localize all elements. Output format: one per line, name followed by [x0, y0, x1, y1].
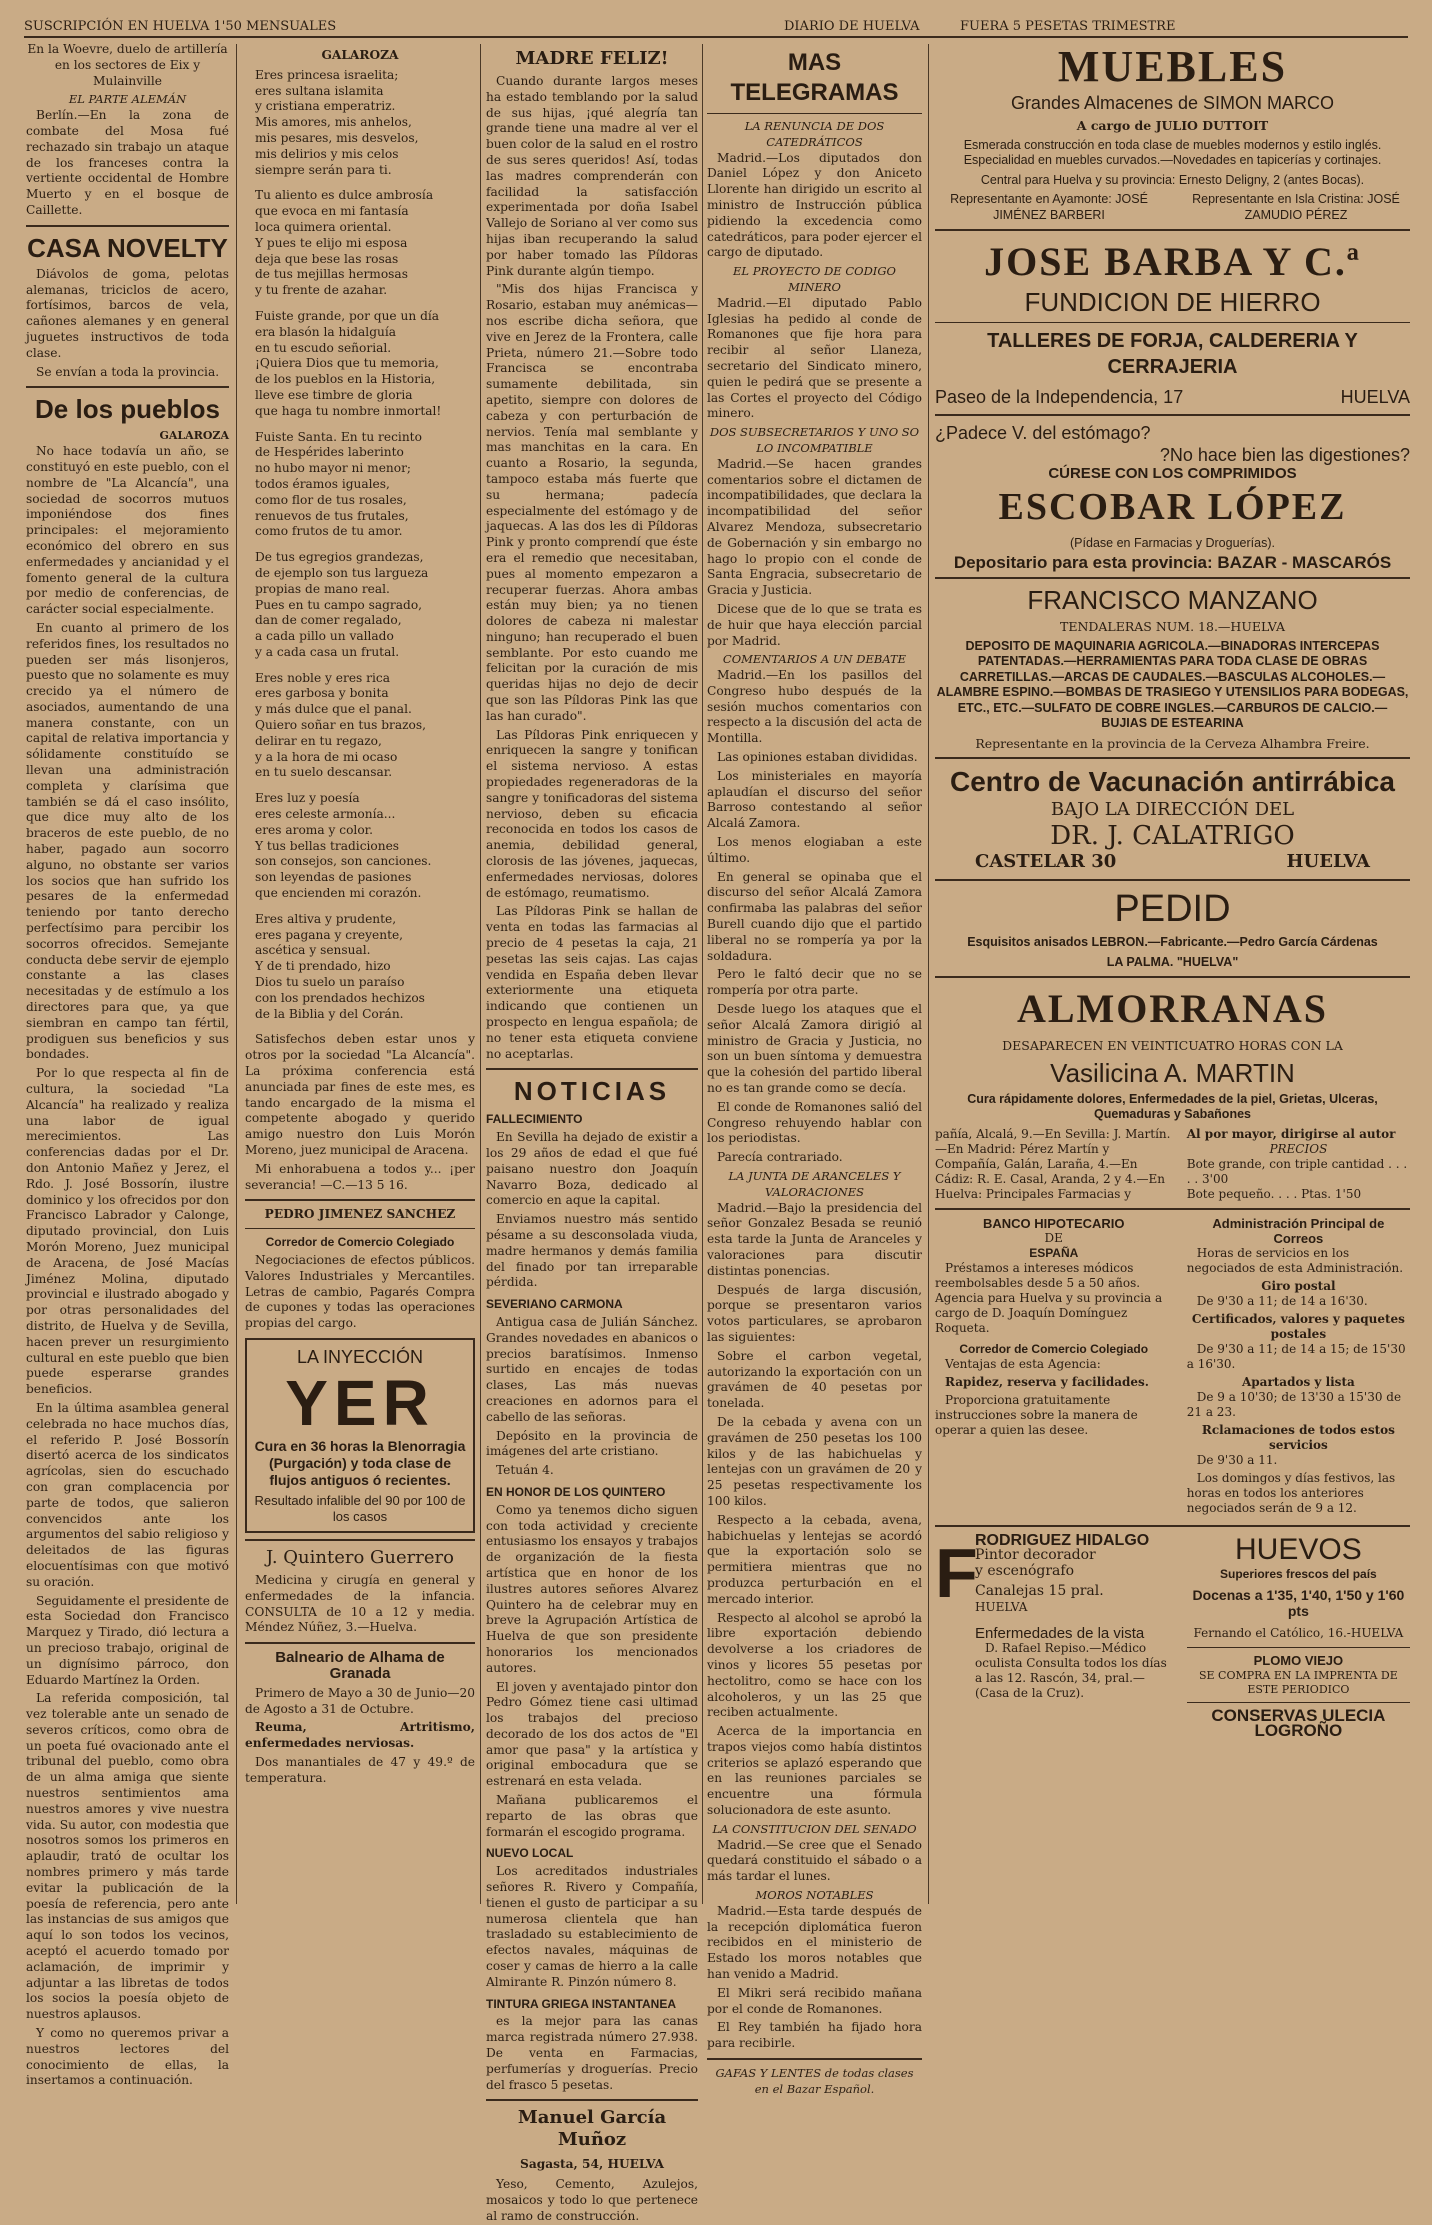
muebles-cargo: A cargo de JULIO DUTTOIT — [1076, 118, 1269, 133]
correos-title: Administración Principal de Correos — [1212, 1215, 1385, 1246]
rodriguez-city: HUELVA — [975, 1599, 1028, 1614]
escobar-note: (Pídase en Farmacias y Droguerías). — [1070, 535, 1275, 550]
war-parte: EL PARTE ALEMÁN — [68, 92, 187, 107]
telegram-text: Pero le faltó decir que no se rompería por otra parte. — [707, 967, 922, 998]
poem-closing: Satisfechos deben estar unos y otros por la sociedad "La Alcancía". La próxima conferencia está anunciada par fines de este mes, es tando encargado de la misma el competente abogado y querido amigo nuestro don Luis Morón Moreno, juez municipal de Aracena. — [245, 1032, 475, 1157]
almorranas-title: ALMORRANAS — [1016, 986, 1329, 1032]
telegram-head: EL PROYECTO DE CODIGO MINERO — [733, 264, 896, 294]
telegram-text: El Rey también ha fijado hora para recibirle. — [707, 2020, 922, 2051]
jimenez-text: Negociaciones de efectos públicos. Valores Industriales y Mercantiles. Letras de cambio, Pagarés Compra de cupones y todas las operaciones propias del cargo. — [245, 1252, 475, 1331]
article-paragraph: En cuanto al primero de los referidos fines, los resultados no pueden ser más lisonjeros, puesto que no solamente es muy crecido ya el número de asociados, aumentando de una manera constante, con un capital de relativa importancia y sólidamente constituído se llevan una administración completa y clarísima que también se dá el caso insólito, que dice muy alto de los braceros de este pueblo, de no haber, pagado aun socorro alguno, no obstante ser varios los socios que han sufrido los pesares de la enfermedad teniendo por tanto derecho perfectísimo para percibir los socorros ofrecidos. Semejante conducta debe servir de ejemplo constante a las clases necesitadas y de estímulo a los directores para que, ya que siembran en campo tan fértil, prodiguen sus beneficios y sus bondades. — [26, 620, 229, 1062]
poem — [245, 68, 475, 1023]
telegram-text: Parecía contrariado. — [717, 1150, 843, 1165]
conservas-ad: CONSERVAS ULECIA LOGROÑO — [1211, 1705, 1386, 1741]
pueblos-title: De los pueblos — [35, 394, 220, 425]
alhama-title: Balneario de Alhama de Granada — [275, 1649, 445, 1682]
telegram-text: De la cebada y avena con un gravámen de 250 pesetas los 100 kilos y de las habichuelas y lentejas con un gravámen de 20 y 25 pesetas respectivamente los 100 kilos. — [707, 1414, 922, 1508]
article-paragraph: El joven y aventajado pintor don Pedro Gómez tiene casi ultimad los trabajos del precioso decorado de los dos actos de "El amor que pasa" y la artística y original embocadura que se estrenará en esta velada. — [486, 1679, 698, 1789]
poem-stanza: De tus egregios grandezas, de ejemplo son tus largueza propias de mano real. Pues en tu campo sagrado, dan de comer regalado, a cada pillo un vallado y a cada casa un frutal. — [255, 550, 429, 659]
escobar-q2: ?No hace bien las digestiones? — [1159, 445, 1410, 465]
escobar-q1: ¿Padece V. del estómago? — [935, 423, 1151, 443]
correos-text: Horas de servicios en los negociados de esta Administración. — [1186, 1245, 1404, 1275]
rodriguez-trade-2: y escenógrafo — [975, 1563, 1075, 1580]
rodriguez-trade-1: Pintor decorador — [975, 1547, 1096, 1564]
correos-reclamaciones: Rclamaciones de todos estos servicios — [1201, 1422, 1395, 1452]
correos-apartados: Apartados y lista — [1241, 1374, 1355, 1389]
poem-closing-2: Mi enhorabuena a todos y... ¡per severancia! —C.—13 5 16. — [245, 1161, 475, 1192]
telegram-text: Madrid.—Esta tarde después de la recepción diplomática fueron recibidos en el ministerio de Estado los moros notables que han venido a Madrid. — [707, 1903, 922, 1982]
correos-reclamaciones-hours: De 9'30 a 11. — [1196, 1452, 1278, 1467]
quintero-name: J. Quintero Guerrero — [266, 1546, 454, 1568]
header-subscription: SUSCRIPCIÓN EN HUELVA 1'50 MENSUALES — [24, 19, 337, 34]
huevos-price: Docenas a 1'35, 1'40, 1'50 y 1'60 pts — [1192, 1587, 1405, 1620]
correos-giro: Giro postal — [1261, 1278, 1336, 1293]
huevos-sub: Superiores frescos del país — [1220, 1566, 1377, 1581]
telegram-text: En general se opinaba que el discurso del señor Alcalá Zamora confirmaba las palabras del señor Burell cuando dijo que el partido liberal no se rompería ya por la soldadura. — [707, 869, 922, 963]
article-paragraph: Seguidamente el presidente de esta Sociedad don Francisco Marquez y Tirado, dió lectura a un precioso trabajo, original de un dignísimo párroco, don Eduardo Martínez la Orden. — [26, 1593, 229, 1687]
telegram-head: MOROS NOTABLES — [755, 1888, 874, 1903]
telegram-text: Los menos elogiaban a este último. — [707, 835, 922, 865]
article-paragraph: La referida composición, tal vez tolerable ante un senado de severos críticos, como obra de un poeta fué ovacionado ante el tribunal del pueblo, como obra de un alma amiga que siente nuestros sentimientos ama nuestros amores y vive nuestra vida. Su autor, con modestia que nosotros somos los primeros en aplaudir, trató de ocultar los nombres primero y más tarde evitar la publicación de la poesía de referencia, pero ante las instancias de sus amigos que aquí lo son todos los vecinos, aceptó el acuerdo tomado por aclamación, de imprimir y adjuntar a las libretas de todos los socios la poesía objeto de nuestros aplausos. — [26, 1691, 229, 2022]
telegram-text: Madrid.—Se cree que el Senado quedará constituido el sábado o a más tardar el lunes. — [707, 1837, 922, 1884]
pedid-place: LA PALMA. "HUELVA" — [1106, 954, 1239, 969]
escobar-name: ESCOBAR LÓPEZ — [998, 485, 1347, 528]
tintura-head: TINTURA GRIEGA INSTANTANEA — [486, 1996, 676, 2011]
munoz-name: Manuel García Muñoz — [517, 2107, 667, 2151]
muebles-central: Central para Huelva y su provincia: Ernesto Deligny, 2 (antes Bocas). — [980, 172, 1365, 187]
novelty-text: Diávolos de goma, pelotas alemanas, triciclos de acero, fortísimos, barcos de vela, cañones alemanes y en general juguetes instructivos de toda clase. — [26, 266, 229, 360]
huevos-title: HUEVOS — [1235, 1532, 1362, 1566]
article-paragraph: En Sevilla ha dejado de existir a los 29 años de edad el que fué paisano nuestro don Joaquín Navarro Boza, dedicado al comercio en aque la capital. — [486, 1130, 698, 1208]
novelty-title: CASA NOVELTY — [27, 232, 228, 263]
telegram-text: El conde de Romanones salió del Congreso rehuyendo hablar con los periodistas. — [707, 1099, 922, 1146]
telegram-text: Madrid.—Se hacen grandes comentarios sobre el dictamen de incompatibilidades, que declara la incompatibilidad del señor Alvarez Mendoza, subsecretario de Gobernación y sin embargo no hago lo propio con el conde de Santa Engracia, subsecretario de Gracia y Justicia. — [707, 456, 922, 598]
telegram-text: Respecto a la cebada, avena, habichuelas y lentejas se acordó que la exportación solo se permitiera mientras que no produzca perturbación en el mercado interior. — [707, 1512, 922, 1606]
telegramas-title: MAS TELEGRAMAS — [730, 49, 899, 106]
almorranas-left: pañía, Alcalá, 9.—En Sevilla: J. Martín.—En Madrid: Pérez Martín y Compañía, Galán, Laraña, 4.—En Cádiz: R. E. Casal, Aranda, 2 y 4.—En Huelva: Principales Farmacias y — [935, 1126, 1171, 1201]
plomo-text: SE COMPRA EN LA IMPRENTA DE ESTE PERIODICO — [1198, 1668, 1398, 1696]
telegram-head: DOS SUBSECRETARIOS Y UNO SO LO INCOMPATIBLE — [709, 425, 920, 455]
correos-cert: Certificados, valores y paquetes postales — [1191, 1311, 1405, 1341]
quintero-text: Medicina y cirugía en general y enfermedades de la infancia. CONSULTA de 10 a 12 y media. Méndez Núñez, 3.—Huelva. — [245, 1572, 475, 1635]
article-paragraph: Y como no queremos privar a nuestros lectores del conocimiento de ellas, la insertamos a continuación. — [26, 2026, 229, 2088]
yer-text: Cura en 36 horas la Blenorragia (Purgación) y toda clase de flujos antiguos ó recientes. — [254, 1437, 466, 1488]
barba-sub: FUNDICION DE HIERRO — [1024, 287, 1321, 317]
munoz-text: Yeso, Cemento, Azulejos, mosaicos y todo lo que pertenece al ramo de construcción. — [486, 2177, 698, 2223]
column-3 — [486, 42, 698, 2223]
almorranas-sub: DESAPARECEN EN VEINTICUATRO HORAS CON LA — [1002, 1038, 1343, 1054]
jimenez-sub: Corredor de Comercio Colegiado — [265, 1235, 455, 1250]
telegram-text: El Mikri será recibido mañana por el conde de Romanones. — [707, 1985, 922, 2016]
almorranas-price-1: Bote grande, con triple cantidad . . . . . 3'00 — [1186, 1156, 1408, 1186]
telegram-head: LA CONSTITUCION DEL SENADO — [712, 1821, 917, 1836]
column-rule — [236, 44, 237, 1904]
yer-result: Resultado infalible del 90 por 100 de los casos — [254, 1492, 466, 1524]
vacunacion-dr: DR. J. CALATRIGO — [1050, 821, 1295, 852]
telegram-text: Acerca de la importancia en trapos viejos como había distintos criterios se aplazó esperando que en las reuniones parciales se encuentre una fórmula solucionadora de este asunto. — [707, 1724, 922, 1818]
poem-stanza: Eres luz y poesía eres celeste armonía... eres aroma y color. Y tus bellas tradiciones son consejos, son canciones. son leyendas de pasiones que encienden mi corazón. — [255, 791, 432, 901]
yer-ad — [245, 1338, 475, 1533]
column-rule — [480, 44, 481, 1904]
telegram-text: Madrid.—Bajo la presidencia del señor Gonzalez Besada se reunió esta tarde la Junta de Aranceles y valoraciones para discutir distintas ponencias. — [707, 1200, 922, 1278]
correos-cert-hours: De 9'30 a 11; de 14 a 15; de 15'30 a 16'30. — [1186, 1341, 1406, 1371]
almorranas-precios: PRECIOS — [1269, 1141, 1328, 1156]
escobar-cure: CÚRESE CON LOS COMPRIMIDOS — [1048, 465, 1297, 482]
muebles-rep-right: Representante en Isla Cristina: JOSÉ ZAMUDIO PÉREZ — [1192, 192, 1400, 222]
correos-domingos: Los domingos y días festivos, las horas en todos los anteriores negociados serán de 9 a 12. — [1186, 1470, 1396, 1515]
poem-stanza: Eres altiva y prudente, eres pagana y creyente, ascética y sensual. Y de ti prendado, hizo Dios tu suelo un paraíso con los prendados hechizos de la Biblia y del Corán. — [255, 911, 425, 1021]
fallecimiento-head: FALLECIMIENTO — [486, 1112, 583, 1127]
poem-stanza: Fuiste grande, por que un día era blasón la hidalguía en tu escudo señorial. ¡Quiera Dios que tu memoria, de los pueblos en la Historia, lleve ese timbre de gloria que haga tu nombre inmortal! — [255, 308, 442, 418]
pedid-title: PEDID — [1114, 888, 1231, 931]
muebles-sub: Grandes Almacenes de SIMON MARCO — [1010, 93, 1335, 113]
column-1 — [26, 42, 229, 2088]
poem-stanza: Tu aliento es dulce ambrosía que evoca en mi fantasía loca quimera oriental. Y pues te elijo mi esposa deja que bese las rosas de tus mejillas hermosas y tu frente de azahar. — [255, 188, 434, 298]
correos-apartados-hours: De 9 a 10'30; de 13'30 a 15'30 de 21 a 23. — [1186, 1389, 1402, 1419]
poem-place: GALAROZA — [321, 48, 399, 62]
novelty-text-2: Se envían a toda la provincia. — [36, 364, 220, 379]
alhama-text: Primero de Mayo a 30 de Junio—20 de Agosto a 31 de Octubre. — [245, 1685, 475, 1716]
muebles-title: MUEBLES — [1057, 42, 1288, 91]
vista-title: Enfermedades de la vista — [975, 1624, 1145, 1642]
telegram-text: Sobre el carbon vegetal, autorizando la exportación con un gravámen de 40 pesetas por tonelada. — [707, 1348, 922, 1411]
manzano-text: DEPOSITO DE MAQUINARIA AGRICOLA.—BINADORAS INTERCEPAS PATENTADAS.—HERRAMIENTAS PARA TODA CLASE DE OBRAS CARRETILLAS.—ARCAS DE CAUDALES.—BASCULAS ALCOHOLES.—ALAMBRE ESPINO.—BOMBAS DE TRASIEGO Y UTENSILIOS PARA BODEGAS, ETC., ETC.—SULFATO DE COBRE INGLES.—CARBUROS DE CALCIO.—BUJIAS DE ESTEARINA — [936, 638, 1409, 731]
header-masthead: DIARIO DE HUELVA — [784, 19, 920, 34]
article-paragraph: Por lo que respecta al fin de cultura, la sociedad "La Alcancía" ha realizado y realiza una labor de igual merecimientos. Las conferencias dadas por el Dr. don Antonio Mañez y Jerez, el Rdo. J. José Bossorín, ilustre dominico y los ofrecidos por don Francisco Labrador y Calonge, diputado provincial, don Luis Morón Moreno, Juez municipal de Aracena, de José Macías Jiménez Molina, diputado provincial e ilustrado abogado y por otras personalidades del distrito, de Huelva y de Sevilla, hacen prever un resurgimiento cultural en este pueblo que bien puede esperarse grandes beneficios. — [26, 1066, 229, 1397]
almorranas-price-2: Bote pequeño. . . . Ptas. 1'50 — [1186, 1186, 1362, 1201]
pueblos-place: GALAROZA — [159, 429, 229, 443]
huevos-addr: Fernando el Católico, 16.-HUELVA — [1193, 1625, 1404, 1640]
correos-giro-hours: De 9'30 a 11; de 14 a 16'30. — [1196, 1293, 1368, 1308]
ads-column — [935, 42, 1410, 1912]
telegram-head: LA JUNTA DE ARANCELES Y VALORACIONES — [728, 1169, 901, 1199]
column-4 — [707, 42, 922, 2096]
telegram-text: Madrid.—En los pasillos del Congreso hubo después de la sesión muchos comentarios con respecto a la discusión del acta de Montilla. — [707, 668, 922, 746]
barba-city: HUELVA — [1340, 387, 1410, 407]
column-rule — [928, 44, 929, 1904]
rodriguez-addr: Canalejas 15 pral. — [975, 1582, 1104, 1599]
nuevo-local-head: NUEVO LOCAL — [486, 1846, 574, 1861]
banco-de: DE — [1044, 1230, 1063, 1245]
article-paragraph: No hace todavía un año, se constituyó en este pueblo, con el nombre de "La Alcancía", una sociedad de socorros mutuos imponiéndose dos fines principales: el mejoramiento económico del obrero en sus enfermedades y ancianidad y el fomento general de la cultura por medio de conferencias, de carácter social especialmente. — [26, 444, 229, 617]
manzano-name: FRANCISCO MANZANO — [1027, 585, 1318, 616]
severiano-head: SEVERIANO CARMONA — [486, 1297, 623, 1312]
war-text: Berlín.—En la zona de combate del Mosa fué rechazado sin trabajo un ataque de los franceses contra la vertiente occidental de Hombre Muerto y en el bosque de Caillette. — [26, 108, 229, 217]
almorranas-text: Cura rápidamente dolores, Enfermedades de la piel, Grietas, Ulceras, Quemaduras y Sabañones — [967, 1091, 1378, 1122]
banco-espana: ESPAÑA — [1029, 1245, 1079, 1260]
article-paragraph: Tetuán 4. — [496, 1463, 554, 1478]
munoz-addr: Sagasta, 54, HUELVA — [520, 2157, 664, 2172]
telegram-head: LA RENUNCIA DE DOS CATEDRÁTICOS — [744, 119, 885, 149]
article-paragraph: Antigua casa de Julián Sánchez. Grandes novedades en abanicos o precios baratísimos. Inmenso surtido en encajes de todas clases, Las más nuevas creaciones en adornos para el cabello de las señoras. — [486, 1314, 698, 1424]
telegram-text: Los ministeriales en mayoría aplaudían el discurso del señor Barroso contestando al señor Alcalá Zamora. — [707, 768, 922, 831]
telegram-text: Madrid.—Los diputados don Daniel López y don Aniceto Llorente han dirigido un escrito al ministro de Instrucción pública pidiendo la excedencia como catedráticos, para poder ejercer el cargo de diputado. — [707, 150, 922, 260]
rodriguez-initial: F — [935, 1533, 978, 1612]
article-paragraph: Los acreditados industriales señores R. Rivero y Compañía, tienen el gusto de participar a su numerosa clientela que han trasladado su establecimiento de efectos navales, máquinas de coser y camas de hierro a la calle Almirante R. Pinzón número 8. — [486, 1864, 698, 1989]
article-paragraph: Las Píldoras Pink se hallan de venta en todas las farmacias al precio de 4 pesetas la caja, 21 pesetas las seis cajas. Las cajas vendida en España deben llevar exteriormente una etiqueta indicando que contienen un prospecto en lengua española; de no tener esta etiqueta conviene no aceptarlas. — [486, 904, 698, 1061]
corredor-text: Ventajas de esta Agencia: — [945, 1356, 1101, 1371]
corredor-title: Corredor de Comercio Colegiado — [959, 1341, 1149, 1356]
poem-stanza: Eres noble y eres rica eres garbosa y bonita y más dulce que el panal. Quiero soñar en tus brazos, delirar en tu regazo, y a la hora de mi ocaso en tu suelo descansar. — [255, 670, 426, 780]
telegram-text: Dicese que de lo que se trata es de huir que haya elección parcial por Madrid. — [707, 601, 922, 648]
telegram-text: Las opiniones estaban divididas. — [717, 750, 918, 765]
vacunacion-addr: CASTELAR 30 — [975, 851, 1117, 873]
article-paragraph: Depósito en la provincia de imágenes del arte cristiano. — [486, 1428, 698, 1459]
poem-stanza: Fuiste Santa. En tu recinto de Hespérides laberinto no hubo mayor ni menor; todos éramos iguales, como flor de tus rosales, renuevos de tus frutales, como frutos de tu amor. — [255, 429, 422, 539]
muebles-rep-left: Representante en Ayamonte: JOSÉ JIMÉNEZ BARBERI — [950, 192, 1148, 222]
barba-talleres: TALLERES DE FORJA, CALDERERIA Y CERRAJERIA — [987, 330, 1358, 378]
column-2 — [245, 42, 475, 1912]
madre-title: MADRE FELIZ! — [515, 48, 669, 69]
page-header — [24, 18, 1408, 38]
gafas-ad: GAFAS Y LENTES de todas clases en el Bazar Español. — [715, 2066, 914, 2096]
article-paragraph: Enviamos nuestro más sentido pésame a su desconsolada viuda, madre hermanos y demás familia del finado por tan irreparable pérdida. — [486, 1212, 698, 1290]
telegram-text: Después de larga discusión, porque se presentaron varios votos particulares, se aprobaron las siguientes: — [707, 1282, 922, 1344]
poem-stanza: Eres princesa israelita; eres sultana islamita y cristiana emperatriz. Mis amores, mis anhelos, mis pesares, mis desvelos, mis delirios y mis celos siempre serán para ti. — [255, 67, 419, 177]
plomo-title: PLOMO VIEJO — [1253, 1652, 1344, 1668]
column-rule — [702, 44, 703, 1904]
yer-title: YER — [285, 1366, 435, 1439]
escobar-dep: Depositario para esta provincia: BAZAR - MASCARÓS — [953, 553, 1392, 573]
vista-text: D. Rafael Repiso.—Médico oculista Consulta todos los días a las 12. Rascón, 34, pral.—(Casa de la Cruz). — [975, 1641, 1167, 1701]
pedid-text: Esquisitos anisados LEBRON.—Fabricante.—Pedro García Cárdenas — [967, 935, 1378, 950]
jimenez-name: PEDRO JIMENEZ SANCHEZ — [264, 1207, 456, 1222]
barba-addr: Paseo de la Independencia, 17 — [935, 387, 1184, 407]
article-paragraph: "Mis dos hijas Francisca y Rosario, estaban muy anémicas—nos escribe dicha señora, que vive en Jerez de la Frontera, calle Prieta, número 21.—Sobre todo Francisca se encontraba sumamente debilitada, sin apetito, siempre con dolores de cabeza y con perturbación de nervios. Tenía mal semblante y mas manchitas en la cara. En cuanto a Rosario, la segunda, tampoco estaba más fuerte que su hermana; padecía especialmente del estómago y de jaquecas. A las dos les di Píldoras Pink y pronto comprendí que éste era el remedio que necesitaban, pues al momento empezaron a recuperar fuerzas. Ahora ambas están muy bien; ya no tienen dolores de cabeza ni malestar ninguno; han recuperado el buen semblante. Por esto cuando me felicitan por la curación de mis queridas hijas no dejo de decir que son las Píldoras Pink las que las han curado". — [486, 282, 698, 723]
article-paragraph: es la mejor para las canas marca registrada número 27.938. De venta en Farmacias, perfumerías y droguerías. Precio del frasco 5 pesetas. — [486, 2014, 698, 2092]
article-paragraph: En la última asamblea general celebrada no hace muchos días, el referido P. José Bossorín disertó acerca de los sindicatos agrícolas, sien do escuchado con gran complacencia por parte de todos, que salieron convencidos ante los argumentos del sabio religioso y deleitados de las figuras elocuentísimas con que motivó su oración. — [26, 1400, 229, 1589]
war-subhead: En la Woevre, duelo de artillería en los sectores de Eix y Mulainville — [27, 42, 228, 88]
telegram-head: COMENTARIOS A UN DEBATE — [722, 652, 907, 667]
noticias-title: NOTICIAS — [513, 1076, 671, 1107]
telegram-text: Madrid.—El diputado Pablo Iglesias ha pedido al conde de Romanones que fije hora para recibir al señor Llaneza, secretario del Sindicato minero, quien le pedirá que se presente a las Cortes el proyecto del Código minero. — [707, 295, 922, 421]
yer-top: LA INYECCIÓN — [296, 1346, 424, 1367]
muebles-text: Esmerada construcción en toda clase de muebles modernos y estilo inglés. Especialidad en muebles curvados.—Novedades en tapicerías y cortinajes. — [963, 137, 1382, 167]
vacunacion-title: Centro de Vacunación antirrábica — [949, 766, 1396, 798]
corredor-text-2: Proporciona gratuitamente instrucciones sobre la manera de operar a quien las desee. — [935, 1392, 1138, 1437]
header-price: FUERA 5 PESETAS TRIMESTRE — [960, 19, 1176, 34]
manzano-addr: TENDALERAS NUM. 18.—HUELVA — [1059, 619, 1286, 635]
telegram-text: Desde luego los ataques que el señor Alcalá Zamora dirigió al ministro de Gracia y Justicia, no son un buen síntoma y demuestra que la cohesión del partido liberal no es tan grande como se decía. — [707, 1002, 922, 1096]
almorranas-name: Vasilicina A. MARTIN — [1050, 1057, 1295, 1088]
banco-title: BANCO HIPOTECARIO — [982, 1215, 1125, 1231]
manzano-rep: Representante en la provincia de la Cerveza Alhambra Freire. — [975, 735, 1370, 751]
vacunacion-sub: BAJO LA DIRECCIÓN DEL — [1050, 799, 1295, 821]
vacunacion-city: HUELVA — [1286, 851, 1370, 873]
telegram-text: Respecto al alcohol se aprobó la libre exportación debiendo devolverse a los criadores de vinos y licores 55 pesetas por hectolitro, como se hace con los alcoholeros, y un las 25 que reciben actualmente. — [707, 1610, 922, 1720]
barba-title: JOSE BARBA Y C.ª — [984, 239, 1361, 284]
almorranas-right-head: Al por mayor, dirigirse al autor — [1186, 1126, 1396, 1141]
corredor-bold: Rapidez, reserva y facilidades. — [945, 1374, 1149, 1389]
alhama-text-2: Reuma, Artritismo, enfermedades nerviosas. — [245, 1720, 475, 1751]
article-paragraph: Como ya tenemos dicho siguen con toda actividad y creciente entusiasmo los ensayos y trabajos de organización de la fiesta artística que en honor de los ilustres autores señores Alvarez Quintero ha de celebrar muy en breve la Agrupación Artística de Huelva de que son presidente honorarios los mencionados autores. — [486, 1502, 698, 1675]
rodriguez-name: RODRIGUEZ HIDALGO — [975, 1531, 1150, 1549]
article-paragraph: Cuando durante largos meses ha estado temblando por la salud de sus hijas, ¡qué alegría tan grande tiene una madre al ver el buen color de la salud en el rostro de sus seres queridos! Así, todas las madres comprenderán con facilidad la satisfacción experimentada por doña Isabel Vallejo de Soriano al ver como sus hijas iban recuperando la salud por haber tomado las Píldoras Pink durante algún tiempo. — [486, 74, 698, 278]
article-paragraph: Mañana publicaremos el reparto de las obras que formarán el escogido programa. — [486, 1793, 698, 1839]
alhama-text-3: Dos manantiales de 47 y 49.º de temperatura. — [245, 1754, 475, 1785]
banco-text: Préstamos a intereses módicos reembolsables desde 5 a 50 años. Agencia para Huelva y su provincia a cargo de D. Joaquín Domínguez Roqueta. — [935, 1260, 1163, 1335]
quintero-head: EN HONOR DE LOS QUINTERO — [486, 1484, 666, 1499]
article-paragraph: Las Píldoras Pink enriquecen y enriquecen la sangre y tonifican el sistema nervioso. A estas propiedades regeneradoras de la sangre y tonificadoras del sistema nervioso, deben su eficacia reconocida en todos los casos de anemia, debilidad general, clorosis de las jóvenes, jaquecas, enfermedades nerviosas, dolores de estómago, reumatismo. — [486, 727, 698, 900]
